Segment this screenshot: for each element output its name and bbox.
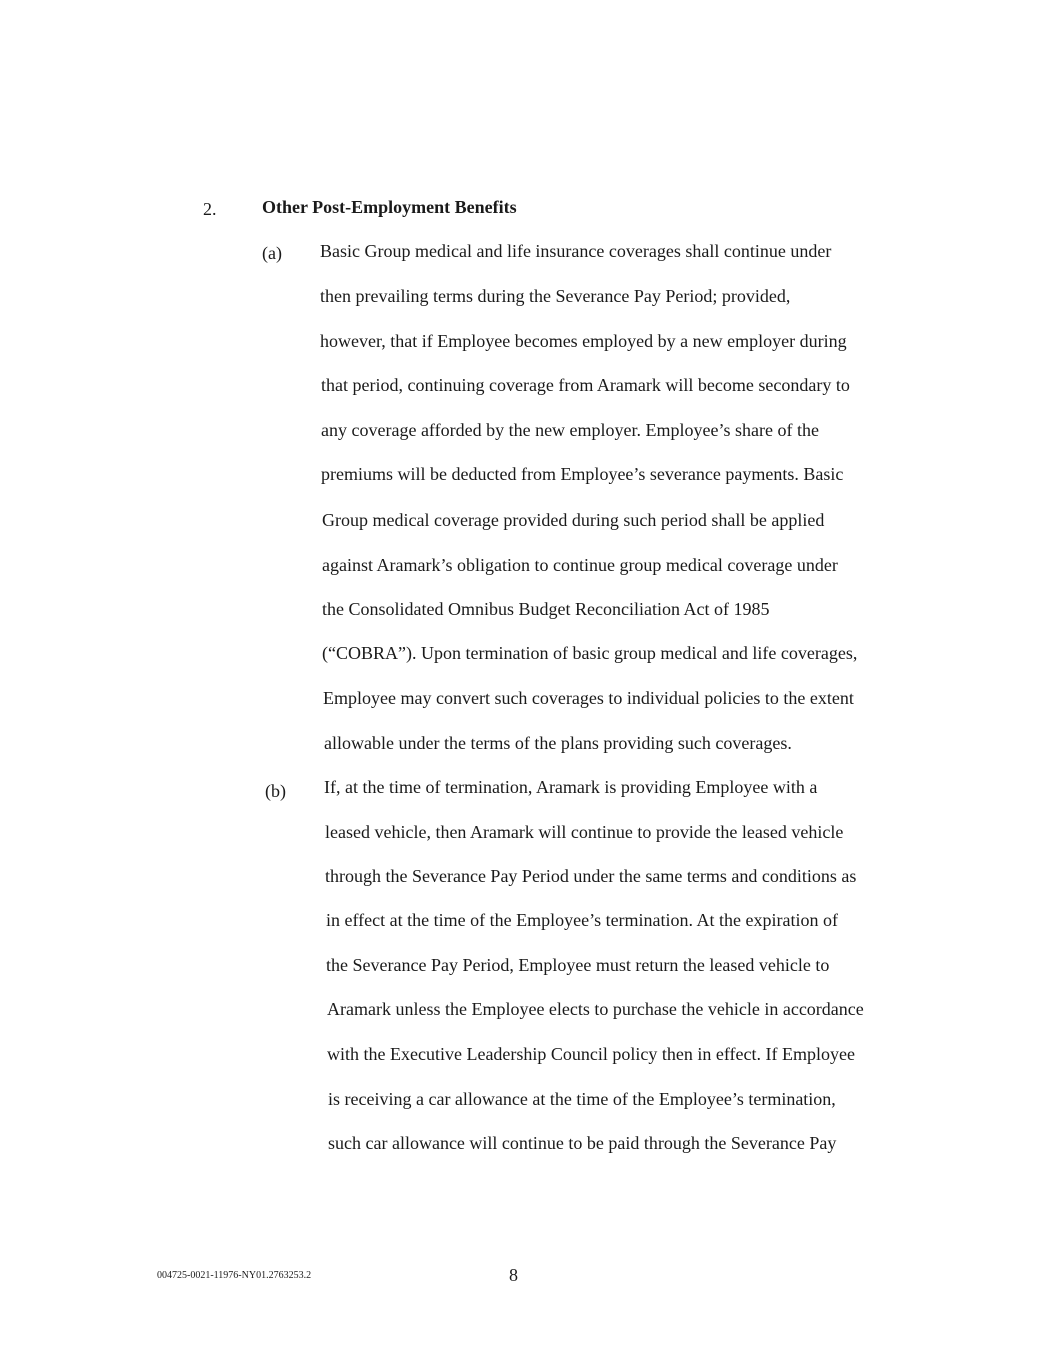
paragraph-line: Basic Group medical and life insurance coverages shall continue under <box>320 241 832 261</box>
paragraph-line: with the Executive Leadership Council policy then in effect. If Employee <box>327 1044 855 1064</box>
paragraph-line: allowable under the terms of the plans providing such coverages. <box>324 733 792 753</box>
paragraph-line: If, at the time of termination, Aramark is providing Employee with a <box>324 777 818 797</box>
section-number: 2. <box>203 199 217 219</box>
paragraph-line: Aramark unless the Employee elects to purchase the vehicle in accordance <box>327 999 864 1019</box>
footer-document-id: 004725-0021-11976-NY01.2763253.2 <box>157 1270 312 1281</box>
paragraph-line: in effect at the time of the Employee’s termination. At the expiration of <box>326 910 839 930</box>
paragraph-line: Group medical coverage provided during such period shall be applied <box>322 510 825 530</box>
paragraph-line: against Aramark’s obligation to continue group medical coverage under <box>322 555 838 575</box>
paragraph-line: any coverage afforded by the new employer. Employee’s share of the <box>321 420 819 440</box>
item-a-label: (a) <box>262 243 282 263</box>
paragraph-line: then prevailing terms during the Severance Pay Period; provided, <box>320 286 791 306</box>
paragraph-line: the Consolidated Omnibus Budget Reconciliation Act of 1985 <box>322 599 770 619</box>
paragraph-line: leased vehicle, then Aramark will continue to provide the leased vehicle <box>325 822 844 842</box>
paragraph-line: the Severance Pay Period, Employee must return the leased vehicle to <box>326 955 830 975</box>
paragraph-line: such car allowance will continue to be paid through the Severance Pay <box>328 1133 837 1153</box>
paragraph-line: that period, continuing coverage from Aramark will become secondary to <box>321 375 850 395</box>
item-b-label: (b) <box>265 781 286 801</box>
paragraph-line: however, that if Employee becomes employed by a new employer during <box>320 331 847 351</box>
paragraph-line: premiums will be deducted from Employee’s severance payments. Basic <box>321 464 844 484</box>
paragraph-line: (“COBRA”). Upon termination of basic group medical and life coverages, <box>322 643 858 663</box>
paragraph-line: Employee may convert such coverages to individual policies to the extent <box>323 688 854 708</box>
paragraph-line: through the Severance Pay Period under the same terms and conditions as <box>325 866 857 886</box>
footer-page-number: 8 <box>509 1265 518 1285</box>
section-title: Other Post-Employment Benefits <box>262 197 517 217</box>
paragraph-line: is receiving a car allowance at the time of the Employee’s termination, <box>328 1089 836 1109</box>
